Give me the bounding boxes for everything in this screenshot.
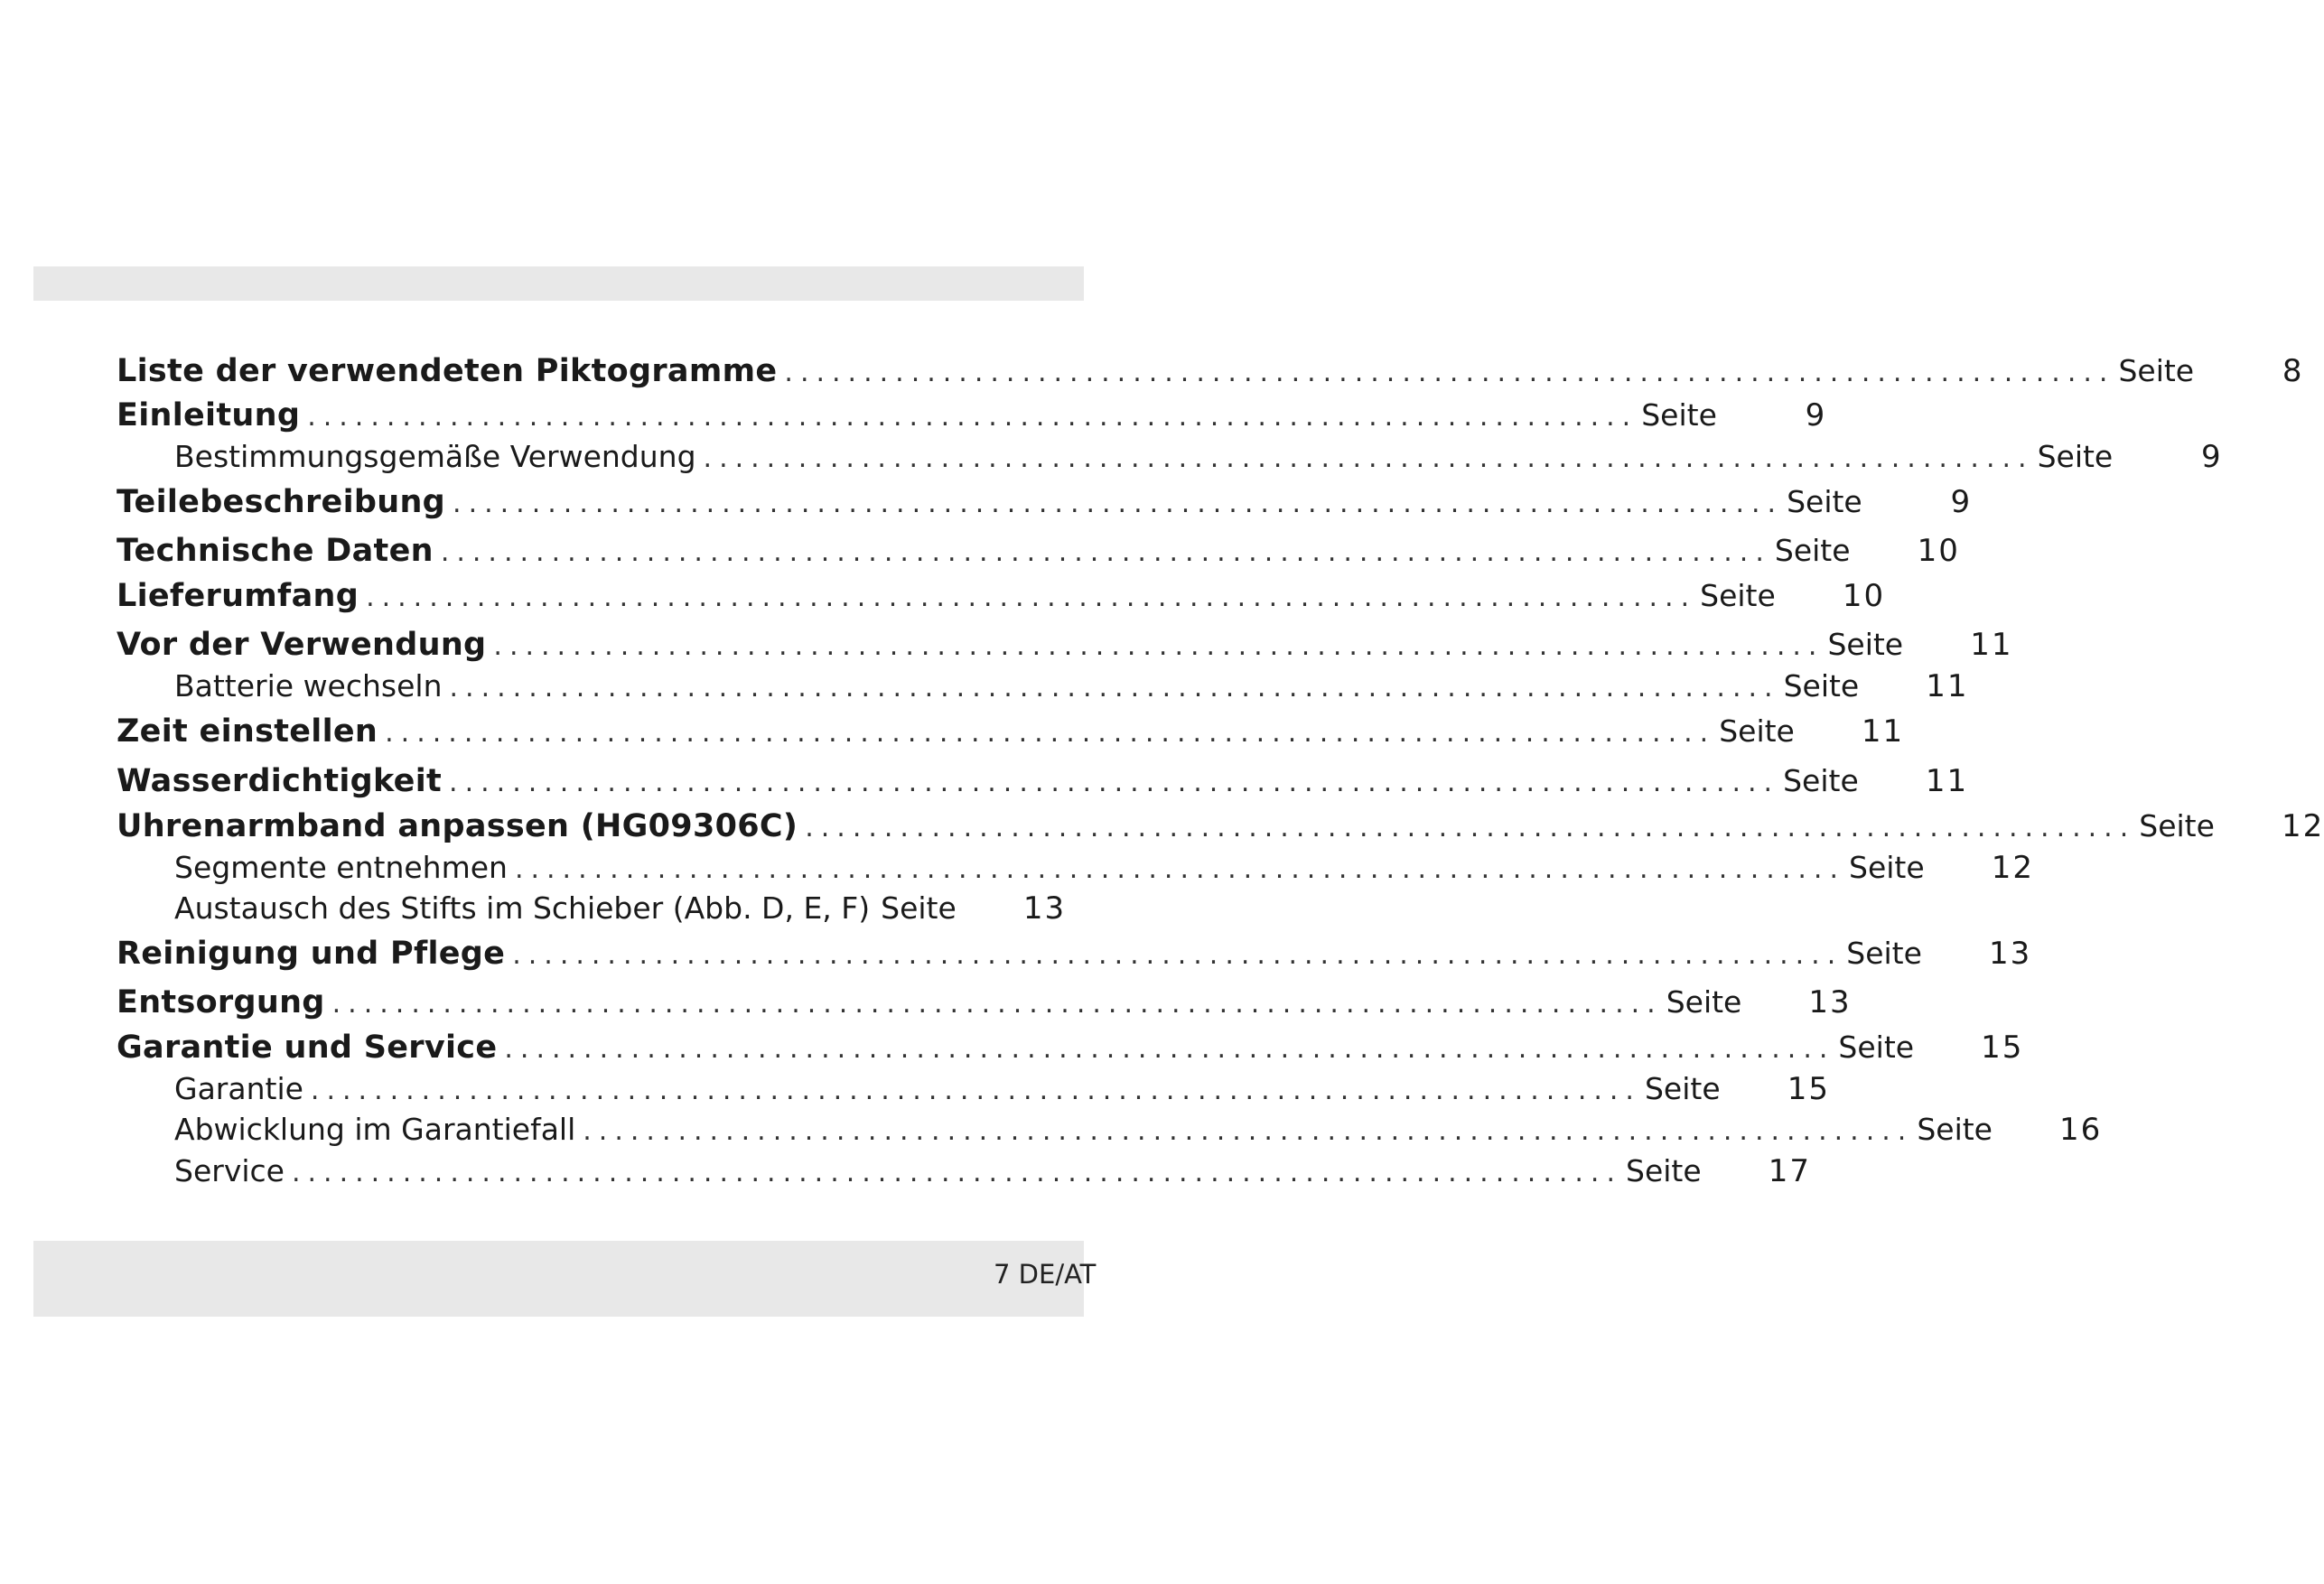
toc-entry-title: Reinigung und Pflege: [117, 936, 506, 972]
dot-leader: ....................................................................................: [784, 357, 2115, 388]
toc-entry-seite: Seite: [1787, 484, 1862, 519]
dot-leader: ....................................................................................: [493, 630, 1825, 662]
toc-entry-seite: Seite: [1774, 533, 1851, 568]
toc-entry: [117, 578, 1886, 620]
toc-entry-page: 9: [2200, 439, 2223, 475]
toc-entry-page: 16: [2059, 1112, 2103, 1148]
toc-entry-seite: Seite: [1641, 397, 1717, 433]
toc-entry-seite: Seite: [1719, 713, 1795, 749]
dot-leader: ....................................................................................: [385, 717, 1716, 749]
toc-entry-page: 13: [1022, 890, 1067, 927]
dot-leader: ....................................................................................: [805, 812, 2136, 843]
toc-entry-page: 12: [2282, 808, 2324, 844]
toc-entry: [117, 1030, 2024, 1071]
dot-leader: ....................................................................................: [512, 939, 1843, 971]
toc-entry-seite: Seite: [1838, 1030, 1915, 1065]
dot-leader: ....................................................................................: [514, 853, 1845, 885]
footer-band: [33, 1241, 1097, 1317]
toc-entry-page: 11: [1970, 627, 2013, 663]
toc-entry-page: 9: [1805, 397, 1827, 433]
toc-entry-page: 10: [1917, 533, 1960, 569]
toc-entry-title: Segmente entnehmen: [174, 850, 508, 885]
toc-entry: [117, 984, 1852, 1026]
dot-leader: ....................................................................................: [583, 1115, 1914, 1147]
toc-entry-title: Zeit einstellen: [117, 713, 378, 750]
toc-entry: [174, 890, 1067, 932]
toc-entry-seite: Seite: [1700, 578, 1776, 613]
dot-leader: ....................................................................................: [307, 401, 1638, 433]
toc-entry: [174, 668, 1969, 710]
dot-leader: ....................................................................................: [504, 1033, 1835, 1065]
toc-entry: [117, 397, 1827, 439]
toc-entry-title: Bestimmungsgemäße Verwendung: [174, 439, 696, 474]
toc-entry-title: Teilebeschreibung: [117, 484, 446, 520]
toc-entry: [117, 936, 2032, 977]
toc-entry-page: 9: [1950, 484, 1973, 520]
toc-entry-seite: Seite: [1849, 850, 1925, 885]
dot-leader: ....................................................................................: [703, 443, 2034, 474]
toc-entry: [174, 850, 2034, 891]
toc-entry-page: 12: [1991, 850, 2034, 886]
toc-entry: [117, 533, 1960, 574]
toc-entry-seite: Seite: [2118, 353, 2195, 388]
dot-leader: ....................................................................................: [449, 767, 1780, 798]
toc-entry-title: Liste der verwendeten Piktogramme: [117, 353, 778, 389]
toc-entry: [117, 763, 1969, 805]
toc-entry-title: Einleitung: [117, 397, 301, 433]
toc-entry-page: 11: [1925, 763, 1969, 799]
toc-entry-title: Vor der Verwendung: [117, 627, 487, 663]
toc-entry-title: Wasserdichtigkeit: [117, 763, 443, 799]
toc-entry-title: Batterie wechseln: [174, 668, 443, 703]
toc-entry-seite: Seite: [2037, 439, 2114, 474]
toc-entry-page: 11: [1926, 668, 1969, 704]
toc-entry-title: Entsorgung: [117, 984, 325, 1020]
toc-entry-seite: Seite: [881, 890, 957, 926]
dot-leader: ....................................................................................: [366, 582, 1697, 613]
toc-entry-title: Technische Daten: [117, 533, 434, 569]
dot-leader: ....................................................................................: [440, 536, 1771, 568]
dot-leader: ....................................................................................: [453, 488, 1784, 519]
toc-entry: [117, 484, 1973, 526]
toc-entry-page: 10: [1842, 578, 1886, 614]
dot-leader: ....................................................................................: [310, 1075, 1641, 1106]
toc-entry-seite: Seite: [1783, 668, 1860, 703]
page-number-label: 7 DE/AT: [994, 1259, 1097, 1290]
toc-entry-page: 17: [1768, 1153, 1812, 1189]
toc-entry-page: 13: [1989, 936, 2032, 972]
toc-entry-title: Uhrenarmband anpassen (HG09306C): [117, 808, 798, 844]
toc-entry: [117, 627, 2013, 668]
toc-entry: [117, 713, 1905, 755]
toc-entry-seite: Seite: [1783, 763, 1859, 798]
dot-leader: ....................................................................................: [331, 988, 1663, 1020]
dot-leader: ....................................................................................: [449, 672, 1780, 703]
toc-entry: [174, 1071, 1830, 1113]
toc-entry-seite: Seite: [1666, 984, 1742, 1020]
toc-entry-title: Garantie: [174, 1071, 303, 1106]
toc-entry-seite: Seite: [1626, 1153, 1702, 1188]
toc-entry-page: 11: [1861, 713, 1905, 750]
toc-entry-page: 8: [2282, 353, 2304, 389]
toc-entry: [174, 1112, 2103, 1153]
toc-entry-title: Lieferumfang: [117, 578, 359, 614]
toc-entry-page: 15: [1787, 1071, 1830, 1107]
toc-entry: [117, 808, 2324, 850]
toc-entry-title: Abwicklung im Garantiefall: [174, 1112, 576, 1147]
toc-entry: [174, 1153, 1812, 1195]
toc-entry-seite: Seite: [1846, 936, 1922, 971]
toc-entry: [174, 439, 2223, 480]
toc-entry-seite: Seite: [1644, 1071, 1721, 1106]
toc-entry-seite: Seite: [2139, 808, 2215, 843]
toc-entry-title: Austausch des Stifts im Schieber (Abb. D, E, F): [174, 890, 871, 926]
toc-entry-page: 15: [1981, 1030, 2024, 1066]
toc-entry: [117, 353, 2304, 395]
toc-entry-seite: Seite: [1917, 1112, 1993, 1147]
dot-leader: ....................................................................................: [291, 1157, 1623, 1188]
toc-entry-page: 13: [1808, 984, 1852, 1020]
toc-entry-title: Service: [174, 1153, 285, 1188]
toc-entry-seite: Seite: [1827, 627, 1904, 662]
toc-entry-title: Garantie und Service: [117, 1030, 498, 1066]
